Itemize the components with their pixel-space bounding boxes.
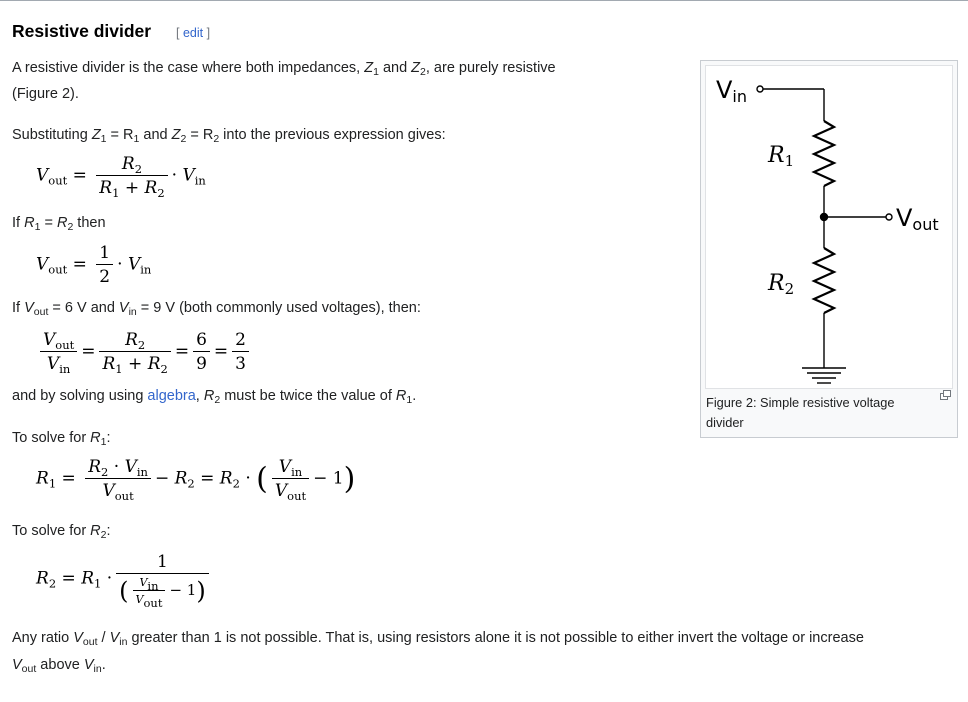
label-vin-v: V [716,76,733,104]
op: = [200,468,215,489]
sub: 1 [48,476,57,491]
text: If [12,215,25,231]
sub: 2 [137,338,146,352]
text: . [101,657,106,673]
fraction [96,243,113,287]
edit-section-link[interactable] [176,26,210,40]
fraction [99,330,170,374]
var: R [81,568,95,589]
fraction [133,576,166,610]
sub: 1 [34,221,41,233]
sub: 2 [213,133,220,145]
numerator [133,576,166,593]
sub: in [147,579,159,593]
fraction [96,154,167,198]
sub: in [119,636,128,648]
label-r2 [767,271,794,298]
sub: in [59,362,71,376]
resistor-r2 [814,248,834,313]
numerator [96,154,167,175]
sub: 1 [406,394,413,406]
intro-paragraph-line2: (Figure 2). [12,86,79,102]
equation-ratio [36,330,253,374]
paren: ) [343,461,356,497]
sub: 2 [420,66,426,78]
edit-bracket-left: [ [176,26,180,40]
fraction [40,330,77,374]
section-heading: Resistive divider [12,21,152,41]
denominator [116,573,209,610]
op: = [61,568,76,589]
text: and [378,60,412,76]
var: V [36,254,49,275]
text: and [139,127,172,143]
numerator: 1 [157,552,168,572]
text: then [73,215,106,231]
op: · [106,568,113,589]
text: = R [186,127,214,143]
var: V [102,481,115,501]
var: R [147,354,161,374]
denominator [272,478,309,501]
edit-link-label[interactable]: edit [182,26,204,40]
var-z: Z [411,60,421,76]
var: R [102,354,116,374]
op: · [113,457,120,477]
denominator [99,351,170,374]
fraction [232,330,249,374]
sub: out [143,596,163,610]
var: V [109,630,120,646]
paren: ) [196,577,206,605]
enlarge-icon[interactable] [940,390,952,402]
text: . [412,388,417,404]
text: must be twice the value of [220,388,396,404]
sub: out [114,489,134,503]
equation-r2 [36,552,213,610]
op: = [72,254,87,275]
circuit-diagram-image[interactable] [705,65,953,389]
var: R [36,468,49,489]
sub: 2 [180,133,187,145]
text: / [97,630,110,646]
sub: out [55,338,75,352]
sub: in [291,465,303,479]
label-vout-sub: out [912,215,939,234]
fraction [85,457,151,501]
text: and by solving using [12,388,148,404]
equation-r1 [36,457,355,501]
label-vin [716,76,747,106]
solve-r1-paragraph [12,428,111,449]
denominator [96,175,167,198]
num: 1 [186,581,197,599]
section-top-rule [0,0,968,1]
var-z: Z [91,127,101,143]
label-r1 [767,143,794,170]
var: V [36,165,49,186]
equation-vout-half [36,243,151,287]
resistor-r1 [814,121,834,186]
sub: 2 [100,529,107,541]
paren: ( [256,461,268,497]
numerator [85,457,151,478]
sub: 2 [232,476,240,491]
var: V [127,254,141,275]
label-r2-r: R [768,271,785,296]
denominator [40,351,77,374]
var: R [121,154,135,174]
text: = 6 V and [48,300,119,316]
example-paragraph [12,298,421,319]
sub: 1 [100,436,107,448]
denominator [85,478,151,501]
var: R [395,388,407,404]
sub: 2 [157,186,165,200]
sub: 2 [48,576,57,591]
var: R [125,330,138,350]
num: 1 [332,468,344,489]
sub: 1 [133,133,140,145]
equation-vout-general [36,154,206,198]
figure-thumbnail [700,60,958,438]
var: R [90,430,101,446]
label-r1-r: R [768,143,785,168]
var: R [24,215,35,231]
op: + [124,178,140,198]
conclusion-paragraph [12,628,864,649]
numerator: 2 [235,330,246,350]
sub: 2 [187,476,195,491]
op: = [72,165,87,186]
var-z: Z [171,127,181,143]
var: V [278,457,292,477]
sub: 1 [100,133,107,145]
var: R [174,468,188,489]
var: V [83,657,94,673]
var: V [124,457,137,477]
vin-terminal [757,86,763,92]
sub: out [33,306,49,318]
text: , are purely resistive [425,60,556,76]
op: · [117,254,123,275]
var: V [46,354,60,374]
text: , [195,388,204,404]
sub: 1 [115,362,123,376]
text: greater than 1 is not possible. That is, using resistors alone it is not possible to either invert the voltage or increase [127,630,864,646]
var: V [182,165,195,186]
text: : [106,523,111,539]
text: To solve for [12,430,91,446]
sub: in [93,663,102,675]
var: R [90,523,101,539]
sub: out [48,173,68,188]
voltage-divider-schematic [706,66,952,388]
op: = [174,341,190,362]
sub: 2 [134,162,143,176]
sub: 1 [373,66,379,78]
sub: 1 [94,576,102,591]
label-vout-v: V [896,204,913,232]
op: = [81,341,96,362]
op: + [128,354,143,374]
numerator: 1 [99,243,111,263]
denominator: 9 [193,351,210,374]
label-vin-sub: in [732,87,748,106]
text: = 9 V (both commonly used voltages), then: [136,300,421,316]
numerator [272,457,309,478]
var: R [56,215,68,231]
text: into the previous expression gives: [219,127,446,143]
numerator [99,330,170,351]
sub: 2 [160,362,168,376]
var: V [73,630,83,646]
op: − [169,581,183,599]
conclusion-paragraph-line2 [12,655,106,676]
edit-bracket-right: ] [206,26,211,40]
numerator: 6 [196,330,207,350]
text: = R [106,127,134,143]
substitution-paragraph [12,125,446,146]
fraction [272,457,309,501]
op: · [171,165,178,186]
sub: in [136,465,148,479]
vout-terminal [886,214,892,220]
label-r1-sub: 1 [784,152,795,170]
var-z: Z [364,60,374,76]
sub: out [21,663,37,675]
op: − [313,468,328,489]
text: Substituting [12,127,92,143]
sub: out [82,636,98,648]
var: V [24,300,34,316]
sub: in [128,306,137,318]
fraction [193,330,210,374]
text: above [36,657,84,673]
var: V [118,300,129,316]
var: V [274,481,288,501]
denominator: 3 [232,351,249,374]
var: R [36,568,49,589]
var: V [135,593,144,606]
algebra-link[interactable]: algebra [147,388,196,404]
op: − [154,468,170,489]
algebra-paragraph [12,386,416,407]
op: = [61,468,76,489]
condition-paragraph [12,213,106,234]
text: If [12,300,25,316]
var: R [203,388,215,404]
fraction [116,552,209,610]
text: : [106,430,111,446]
sub: 2 [67,221,74,233]
var: V [139,576,148,589]
figure-caption: Figure 2: Simple resistive voltage divider [706,395,895,430]
sub: in [194,173,206,188]
paren: ( [119,577,129,605]
denominator [133,590,166,610]
intro-paragraph [12,58,556,79]
sub: out [48,262,68,277]
sub: out [287,489,307,503]
var: V [12,657,22,673]
label-vout [896,204,939,234]
numerator [40,330,77,351]
var: R [144,178,158,198]
sub: 2 [214,394,221,406]
text: A resistive divider is the case where both impedances, [12,60,365,76]
var: R [99,178,113,198]
text: = [40,215,57,231]
sub: 1 [112,186,120,200]
op: = [213,341,229,362]
var: V [43,330,56,350]
var: R [88,457,102,477]
sub: in [140,262,152,277]
op: · [245,468,251,489]
text: Any ratio [12,630,74,646]
var: R [219,468,233,489]
sub: 2 [101,465,109,479]
label-r2-sub: 2 [784,280,795,298]
denominator: 2 [96,264,113,287]
solve-r2-paragraph [12,521,111,542]
text: To solve for [12,523,91,539]
